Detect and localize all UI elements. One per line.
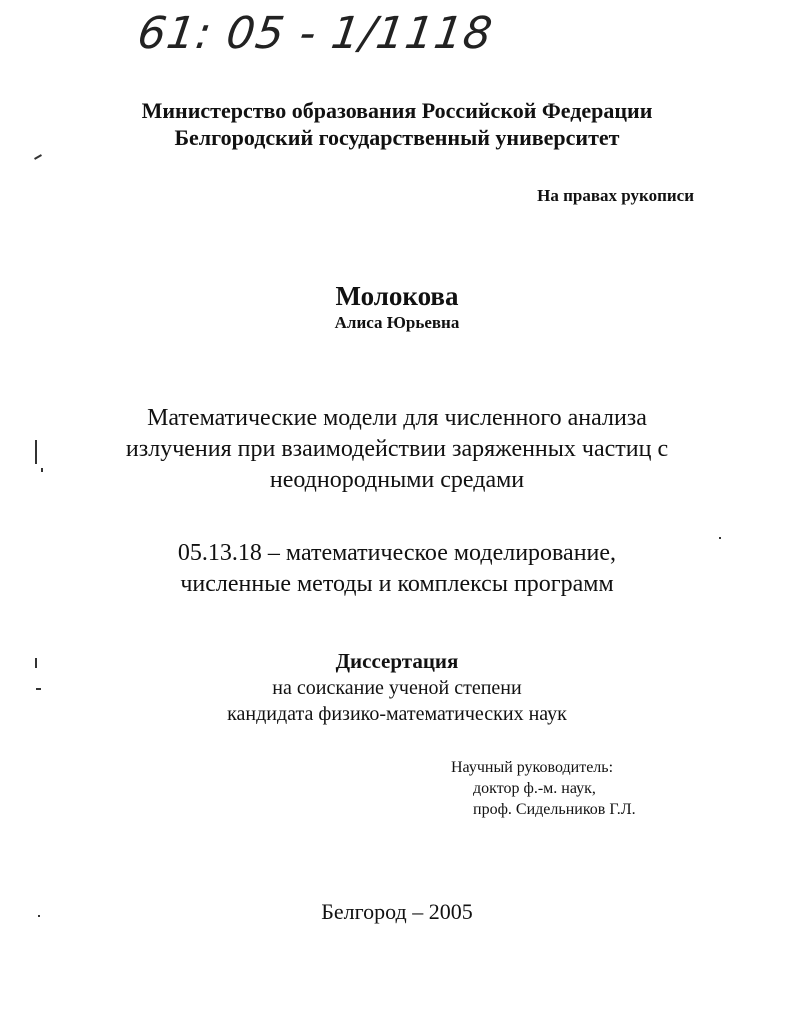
degree-line: на соискание ученой степени [272,677,522,699]
specialty-line: численные методы и комплексы программ [180,571,614,597]
author-surname: Молокова [335,281,459,311]
university-name: Белгородский государственный университет [174,125,620,150]
city-year: Белгород – 2005 [321,899,473,924]
scan-mark [719,537,721,539]
manuscript-note: На правах рукописи [537,186,694,205]
title-line: излучения при взаимодействии заряженных частиц с [125,436,669,462]
handwritten-archive-code: 61: 05 - 1/1118 [134,8,497,59]
scan-mark [38,915,40,917]
dissertation-title [0,403,794,496]
scan-mark [34,154,42,160]
author-given-names: Алиса Юрьевна [334,313,460,332]
supervisor-degree: доктор ф.-м. наук, [473,780,596,797]
scan-mark [35,658,37,668]
specialty-line: 05.13.18 – математическое моделирование, [177,540,617,566]
ministry-name: Министерство образования Российской Федерации [141,98,653,123]
title-line: неоднородными средами [269,467,525,493]
degree-field-line: кандидата физико-математических наук [227,703,567,725]
supervisor-label: Научный руководитель: [451,759,614,776]
title-line: Математические модели для численного анализа [147,405,647,431]
scan-mark [35,440,37,464]
scan-mark [36,688,41,690]
supervisor-block [451,757,636,820]
supervisor-name: проф. Сидельников Г.Л. [473,801,636,818]
scan-mark [41,468,43,472]
institution-header [0,97,794,151]
dissertation-heading: Диссертация [335,649,459,673]
specialty-code [0,538,794,600]
